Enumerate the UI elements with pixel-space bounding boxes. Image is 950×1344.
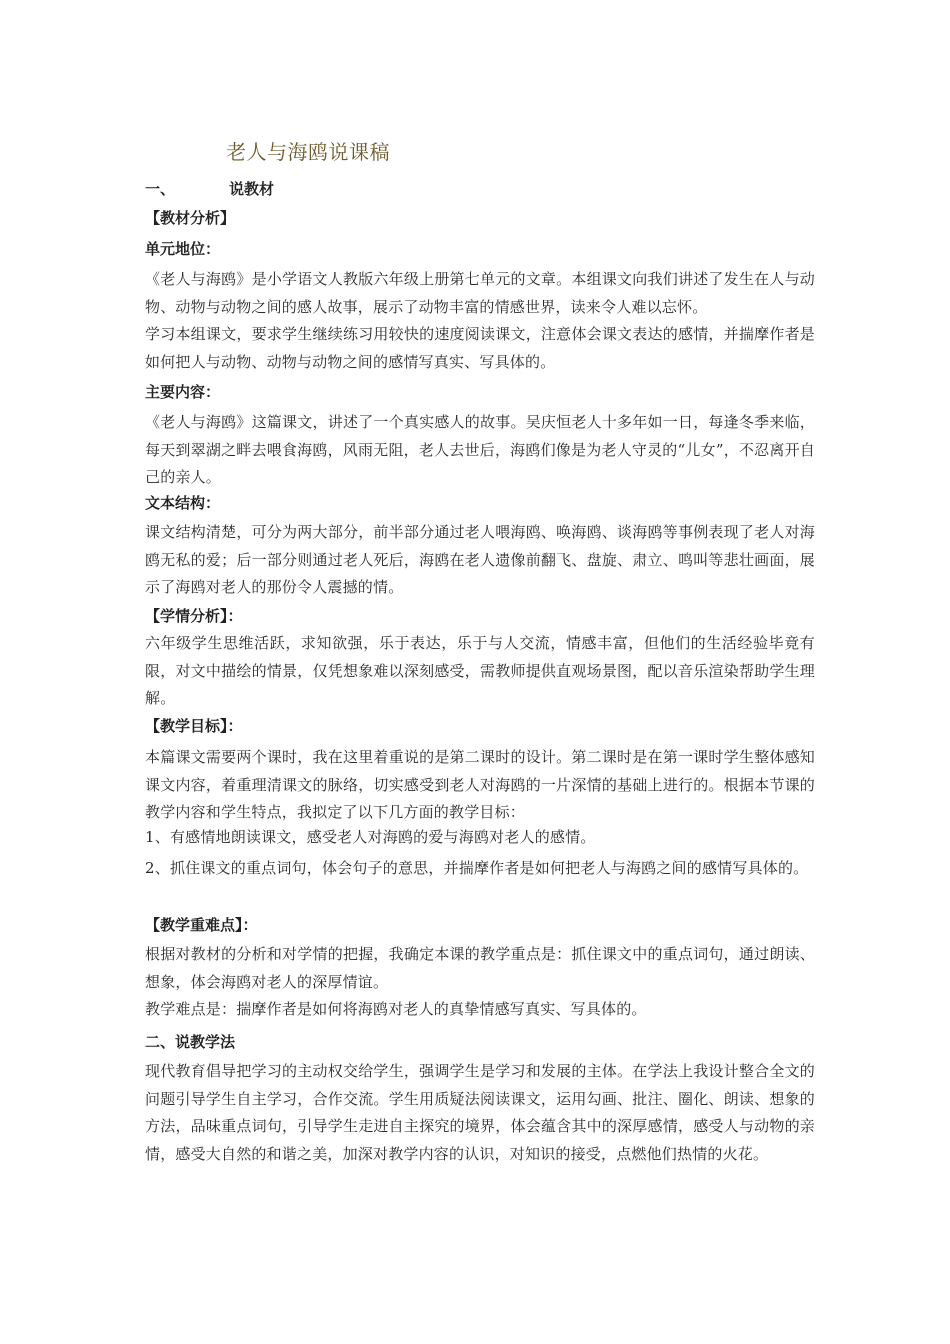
unit-heading: 单元地位： — [145, 240, 221, 258]
keypoints-heading: 【教学重难点】： — [145, 916, 258, 934]
difficulty-paragraph: 教学难点是：揣摩作者是如何将海鸥对老人的真挚情感写真实、写具体的。 — [145, 1000, 647, 1018]
content-heading: 主要内容： — [145, 383, 221, 401]
page-title: 老人与海鸥说课稿 — [226, 140, 390, 164]
structure-heading: 文本结构： — [145, 494, 221, 512]
unit-paragraph-2: 学习本组课文，要求学生继续练习用较快的速度阅读课文，注意体会课文表达的感情，并揣摩作者是如何把人与动物、动物与动物之间的感情写真实、写具体的。 — [145, 325, 815, 371]
goal-item-1: 1、有感情地朗读课文，感受老人对海鸥的爱与海鸥对老人的感情。 — [145, 828, 596, 846]
section-1-label: 说教材 — [229, 180, 275, 198]
learner-heading: 【学情分析】： — [145, 607, 243, 625]
section-2-heading: 二、说教学法 — [145, 1033, 236, 1051]
unit-paragraph-1: 《老人与海鸥》是小学语文人教版六年级上册第七单元的文章。本组课文向我们讲述了发生在人与动物、动物与动物之间的感人故事，展示了动物丰富的情感世界，读来令人难以忘怀。 — [145, 270, 815, 316]
goals-heading: 【教学目标】： — [145, 717, 243, 735]
content-paragraph: 《老人与海鸥》这篇课文，讲述了一个真实感人的故事。吴庆恒老人十多年如一日，每逢冬季来临，每天到翠湖之畔去喂食海鸥，风雨无阻，老人去世后，海鸥们像是为老人守灵的“儿女”，不忍离开自己的亲人。 — [145, 413, 815, 486]
goal-item-2: 2、抓住课文的重点词句，体会句子的意思，并揣摩作者是如何把老人与海鸥之间的感情写具体的。 — [145, 859, 809, 877]
structure-paragraph: 课文结构清楚，可分为两大部分，前半部分通过老人喂海鸥、唤海鸥、谈海鸥等事例表现了老人对海鸥无私的爱；后一部分则通过老人死后，海鸥在老人遗像前翻飞、盘旋、肃立、鸣叫等悲壮画面，展示了海鸥对老人的那份令人震撼的情。 — [145, 523, 815, 596]
method-paragraph: 现代教育倡导把学习的主动权交给学生，强调学生是学习和发展的主体。在学法上我设计整合全文的问题引导学生自主学习，合作交流。学生用质疑法阅读课文，运用勾画、批注、圈化、朗读、想象的方法，品味重点词句，引导学生走进自主探究的境界，体会蕴含其中的深厚感情，感受人与动物的亲情，感受大自然的和谐之美，加深对教学内容的认识，对知识的接受，点燃他们热情的火花。 — [145, 1062, 815, 1163]
section-1-number: 一、 — [145, 180, 176, 198]
goals-paragraph: 本篇课文需要两个课时，我在这里着重说的是第二课时的设计。第二课时是在第一课时学生整体感知课文内容，着重理清课文的脉络，切实感受到老人对海鸥的一片深情的基础上进行的。根据本节课的教学内容和学生特点，我拟定了以下几方面的教学目标： — [145, 748, 815, 821]
learner-paragraph: 六年级学生思维活跃，求知欲强，乐于表达，乐于与人交流，情感丰富，但他们的生活经验毕竟有限，对文中描绘的情景，仅凭想象难以深刻感受，需教师提供直观场景图，配以音乐渲染帮助学生理解。 — [145, 634, 815, 707]
analysis-heading: 【教材分析】 — [145, 209, 236, 227]
keypoints-paragraph: 根据对教材的分析和对学情的把握，我确定本课的教学重点是：抓住课文中的重点词句，通过朗读、想象，体会海鸥对老人的深厚情谊。 — [145, 945, 815, 991]
section-1-heading — [145, 178, 815, 200]
